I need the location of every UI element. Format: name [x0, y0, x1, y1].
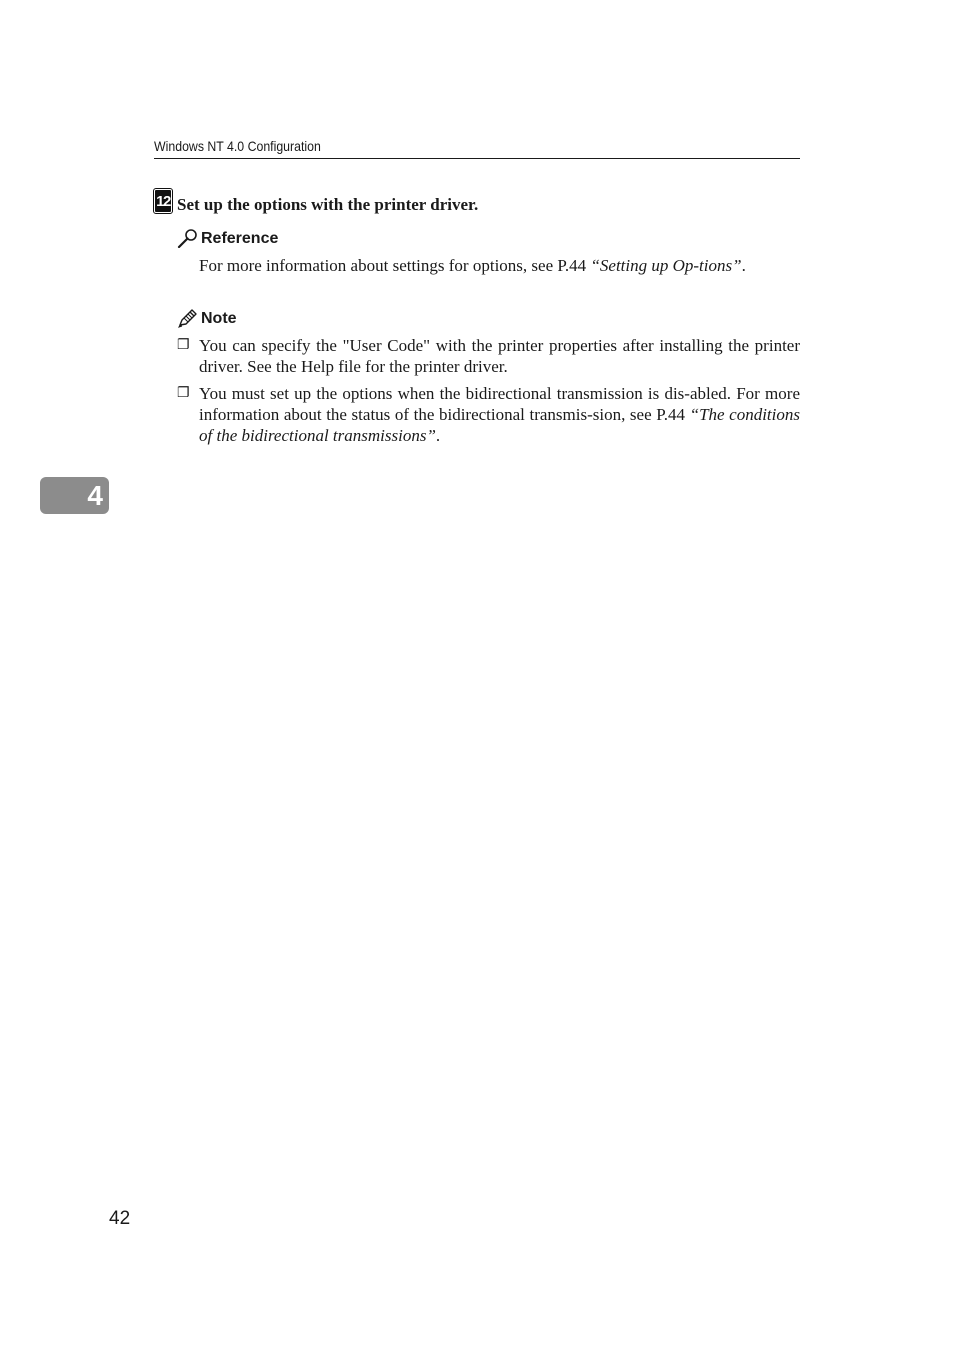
note-item-2-link[interactable]: “The conditions of the bidirectional transmissions”: [199, 405, 800, 445]
note-item-2-text-after: .: [435, 426, 441, 445]
step-number-badge: 12: [154, 189, 172, 213]
reference-text-before: For more information about settings for options, see P.44: [199, 256, 591, 275]
checkbox-bullet-icon: ❐: [177, 386, 190, 401]
note-item-2: [199, 383, 800, 446]
step-instruction: Set up the options with the printer driver.: [177, 195, 479, 214]
pencil-icon: [177, 308, 199, 328]
header-rule: [154, 158, 800, 159]
note-heading-label: Note: [201, 310, 237, 327]
magnifier-icon: [177, 228, 199, 248]
checkbox-bullet-icon: ❐: [177, 338, 190, 353]
chapter-tab: 4: [40, 477, 109, 514]
note-heading: [177, 308, 237, 328]
note-item-1: You can specify the "User Code" with the printer properties after installing the printer driver. See the Help file for the printer driver.: [199, 336, 800, 376]
reference-link[interactable]: “Setting up Op-tions”: [590, 256, 742, 275]
note-item-2-text: You must set up the options when the bidirectional transmission is dis-abled. For more information about the status of the bidirectional transmis-sion, see P.44: [199, 384, 800, 424]
reference-heading: [177, 228, 278, 248]
reference-text: [199, 255, 800, 276]
header-title: Windows NT 4.0 Configuration: [154, 138, 321, 154]
reference-heading-label: Reference: [201, 230, 279, 247]
reference-text-after: .: [741, 256, 746, 275]
page-number: 42: [109, 1208, 131, 1229]
